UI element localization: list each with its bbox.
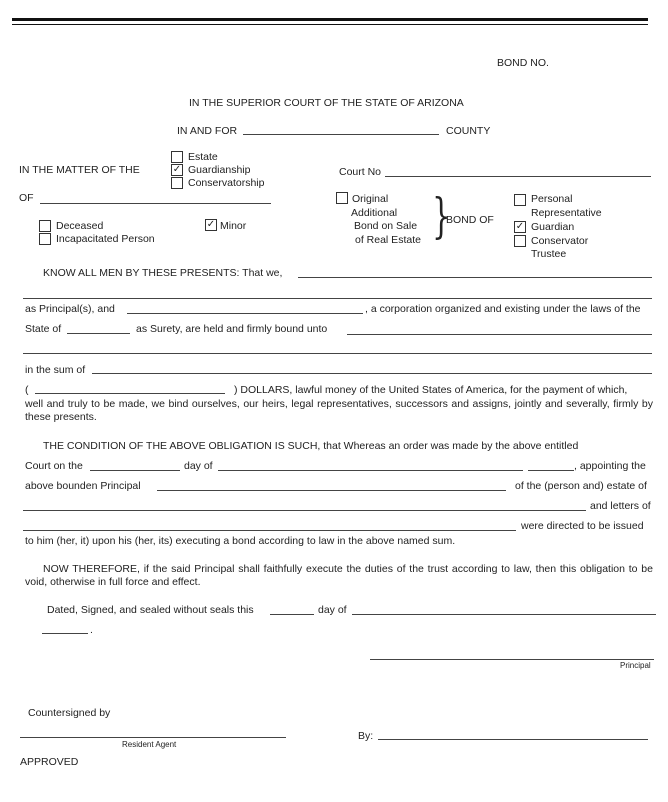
now-therefore-text: NOW THEREFORE, if the said Principal shall faithfully execute the duties of the trust according to law, then this obligation to be void, otherwise in full force and effect. <box>25 563 653 588</box>
dated-year-field[interactable] <box>42 633 88 634</box>
surety-name-field[interactable] <box>127 313 363 314</box>
countersigned-label: Countersigned by <box>28 707 111 719</box>
brace-symbol: } <box>432 188 451 244</box>
by-signature-line[interactable] <box>378 739 648 740</box>
minor-label: Minor <box>220 220 247 232</box>
principal-signature-label: Principal <box>620 661 651 670</box>
representative-label: Representative <box>531 207 602 219</box>
letters-of-text: and letters of <box>590 500 651 512</box>
conservator-label: Conservator <box>531 235 589 247</box>
incapacitated-checkbox[interactable] <box>39 233 51 245</box>
principal-name-field[interactable] <box>157 490 506 491</box>
day-of-label: day of <box>184 460 213 472</box>
letters-field[interactable] <box>23 530 516 531</box>
incapacitated-label: Incapacitated Person <box>56 233 155 245</box>
period: . <box>90 624 93 636</box>
estate-checkbox[interactable] <box>171 151 183 163</box>
by-label: By: <box>358 730 374 742</box>
court-no-field[interactable] <box>385 176 651 177</box>
above-principal-label: above bounden Principal <box>25 480 141 492</box>
additional-label: Additional <box>351 207 398 219</box>
estate-label: Estate <box>188 151 218 163</box>
conservatorship-label: Conservatorship <box>188 177 265 189</box>
resident-agent-signature-line[interactable] <box>20 737 286 738</box>
year-field[interactable] <box>528 470 574 471</box>
of-estate-text: of the (person and) estate of <box>515 480 647 492</box>
deceased-label: Deceased <box>56 220 104 232</box>
of-real-estate-label: of Real Estate <box>355 234 421 246</box>
court-on-label: Court on the <box>25 460 83 472</box>
bond-on-sale-label: Bond on Sale <box>354 220 418 232</box>
state-field[interactable] <box>67 333 130 334</box>
of-name-field[interactable] <box>40 203 271 204</box>
matter-of-label: IN THE MATTER OF THE <box>19 164 140 176</box>
directed-text: were directed to be issued <box>521 520 644 532</box>
obligors-field-2[interactable] <box>23 298 652 299</box>
dated-day-field[interactable] <box>270 614 314 615</box>
sum-amount-field[interactable] <box>35 393 225 394</box>
court-heading: IN THE SUPERIOR COURT OF THE STATE OF ARIZONA <box>189 97 464 109</box>
obligee-field-2[interactable] <box>23 353 652 354</box>
court-no-label: Court No <box>339 166 382 178</box>
surety-text: as Surety, are held and firmly bound unto <box>136 323 328 335</box>
original-checkbox[interactable] <box>336 192 348 204</box>
appointing-text: , appointing the <box>574 460 646 472</box>
court-date-field[interactable] <box>90 470 180 471</box>
guardianship-label: Guardianship <box>188 164 251 176</box>
personal-label: Personal <box>531 193 573 205</box>
obligee-field[interactable] <box>347 334 652 335</box>
obligors-field[interactable] <box>298 277 652 278</box>
know-all-text: KNOW ALL MEN BY THESE PRESENTS: That we, <box>43 267 283 279</box>
sum-words-field[interactable] <box>92 373 652 374</box>
open-paren: ( <box>25 384 29 396</box>
guardianship-checkbox[interactable]: ✓ <box>172 164 182 175</box>
state-of-label: State of <box>25 323 62 335</box>
condition-text: THE CONDITION OF THE ABOVE OBLIGATION IS SUCH, that Whereas an order was made by the above entitled <box>43 440 579 452</box>
header-rule-thin <box>12 24 648 25</box>
original-label: Original <box>352 193 389 205</box>
sum-of-label: in the sum of <box>25 364 86 376</box>
bond-no-label: BOND NO. <box>497 57 549 69</box>
dollars-continuation: well and truly to be made, we bind ourselves, our heirs, legal representatives, successors and assigns, jointly and severally, firmly by these presents. <box>25 398 653 423</box>
header-rule-thick <box>12 18 648 21</box>
estate-of-field[interactable] <box>23 510 586 511</box>
principal-signature-line[interactable] <box>370 659 654 660</box>
guardian-checkbox[interactable]: ✓ <box>515 221 525 232</box>
day-of-label-2: day of <box>318 604 347 616</box>
county-field[interactable] <box>243 134 439 135</box>
upon-him-text: to him (her, it) upon his (her, its) executing a bond according to law in the above named sum. <box>25 535 456 547</box>
month-field[interactable] <box>218 470 523 471</box>
deceased-checkbox[interactable] <box>39 220 51 232</box>
bond-of-label: BOND OF <box>446 214 494 226</box>
conservator-trustee-checkbox[interactable] <box>514 235 526 247</box>
minor-checkbox[interactable]: ✓ <box>206 219 216 230</box>
resident-agent-label: Resident Agent <box>122 740 177 749</box>
principals-label: as Principal(s), and <box>25 303 115 315</box>
corporation-text: , a corporation organized and existing under the laws of the <box>365 303 641 315</box>
conservatorship-checkbox[interactable] <box>171 177 183 189</box>
approved-label: APPROVED <box>20 756 79 768</box>
of-label: OF <box>19 192 34 204</box>
personal-representative-checkbox[interactable] <box>514 194 526 206</box>
guardian-label: Guardian <box>531 221 575 233</box>
dated-month-field[interactable] <box>352 614 656 615</box>
in-and-for-label: IN AND FOR <box>177 125 238 137</box>
trustee-label: Trustee <box>531 248 567 260</box>
dated-text: Dated, Signed, and sealed without seals this <box>47 604 254 616</box>
dollars-text: ) DOLLARS, lawful money of the United States of America, for the payment of which, <box>234 384 628 396</box>
county-label: COUNTY <box>446 125 491 137</box>
